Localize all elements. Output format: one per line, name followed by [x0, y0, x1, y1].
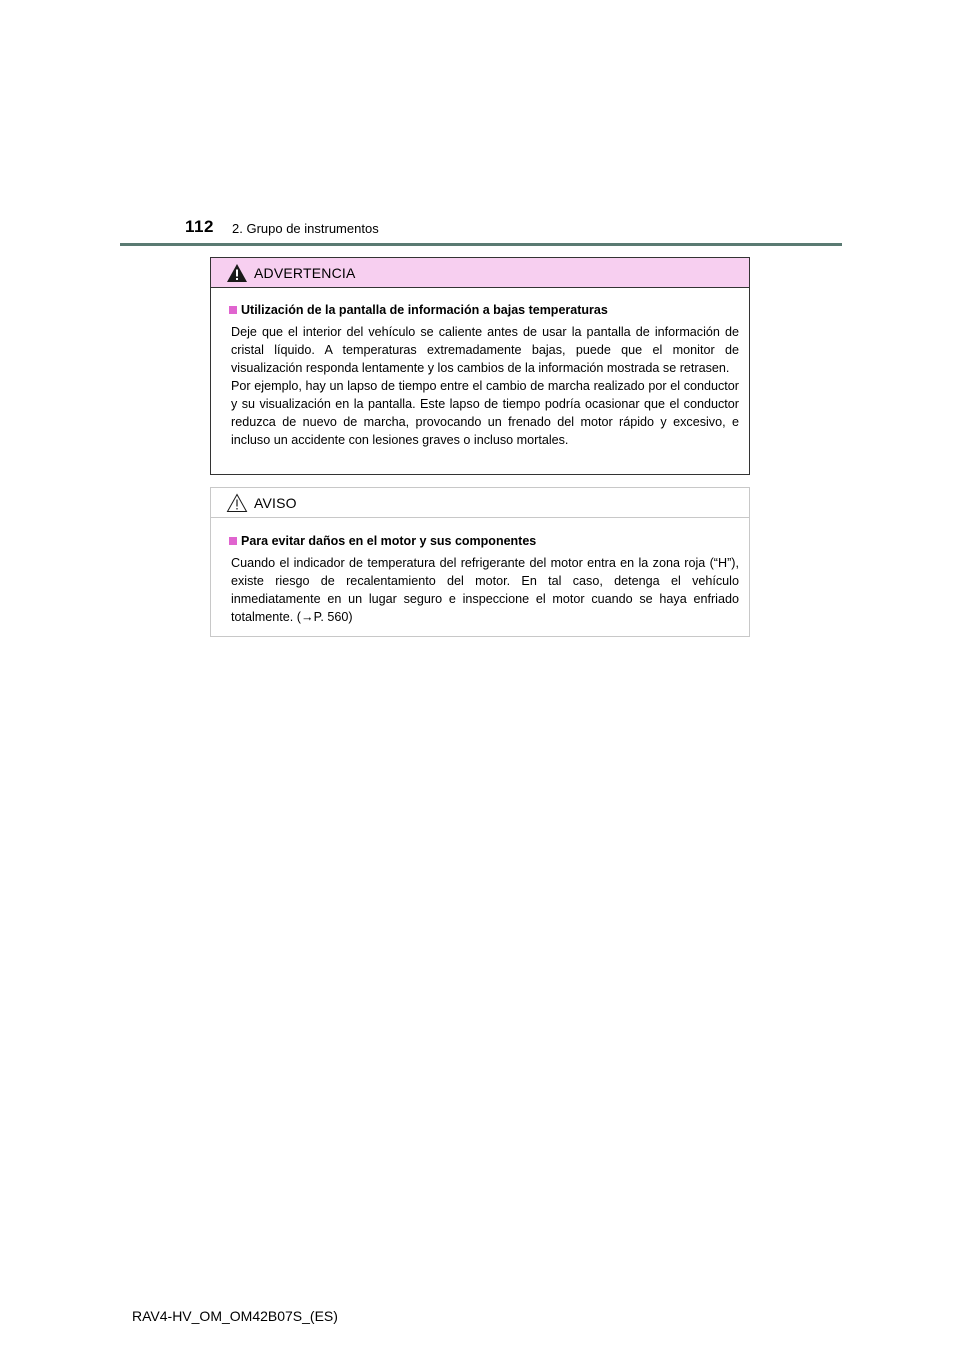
warning-paragraph: Por ejemplo, hay un lapso de tiempo entre el cambio de marcha realizado por el conductor y su visualización en la pantalla. Este lapso de tiempo podría ocasionar que el conductor reduzca de nuevo de marcha, provocando un frenado del motor rápido y excesivo, e incluso un accidente con lesiones graves o incluso mortales. [231, 379, 739, 447]
document-code: RAV4-HV_OM_OM42B07S_(ES) [132, 1308, 338, 1324]
section-title: 2. Grupo de instrumentos [232, 221, 379, 236]
caution-paragraph: Cuando el indicador de temperatura del refrigerante del motor entra en la zona roja (“H”), existe riesgo de recalentamiento del motor. En tal caso, detenga el vehículo inmediatamente en un lugar seguro e inspeccione el motor cuando se haya enfriado totalmente. (→P. 560) [231, 556, 739, 624]
square-bullet-icon [229, 537, 237, 545]
caution-label: AVISO [254, 495, 297, 511]
caution-triangle-icon [226, 493, 248, 513]
caution-box-body [211, 518, 749, 626]
caution-box-header [211, 488, 749, 518]
caution-item-heading [229, 533, 739, 550]
warning-triangle-icon [226, 263, 248, 283]
caution-box [210, 487, 750, 637]
page-number: 112 [185, 217, 214, 236]
warning-box-header [211, 258, 749, 288]
warning-label: ADVERTENCIA [254, 265, 356, 281]
header-rule [120, 243, 842, 246]
caution-item-title: Para evitar daños en el motor y sus componentes [241, 534, 537, 548]
warning-box [210, 257, 750, 475]
warning-item-heading [229, 302, 739, 319]
warning-box-body [211, 288, 749, 449]
warning-item-title: Utilización de la pantalla de información a bajas temperaturas [241, 303, 608, 317]
square-bullet-icon [229, 306, 237, 314]
warning-paragraph: Deje que el interior del vehículo se caliente antes de usar la pantalla de información de cristal líquido. A temperaturas extremadamente bajas, puede que el monitor de visualización responda lentamente y los cambios de la información mostrada se retrasen. [231, 325, 739, 375]
